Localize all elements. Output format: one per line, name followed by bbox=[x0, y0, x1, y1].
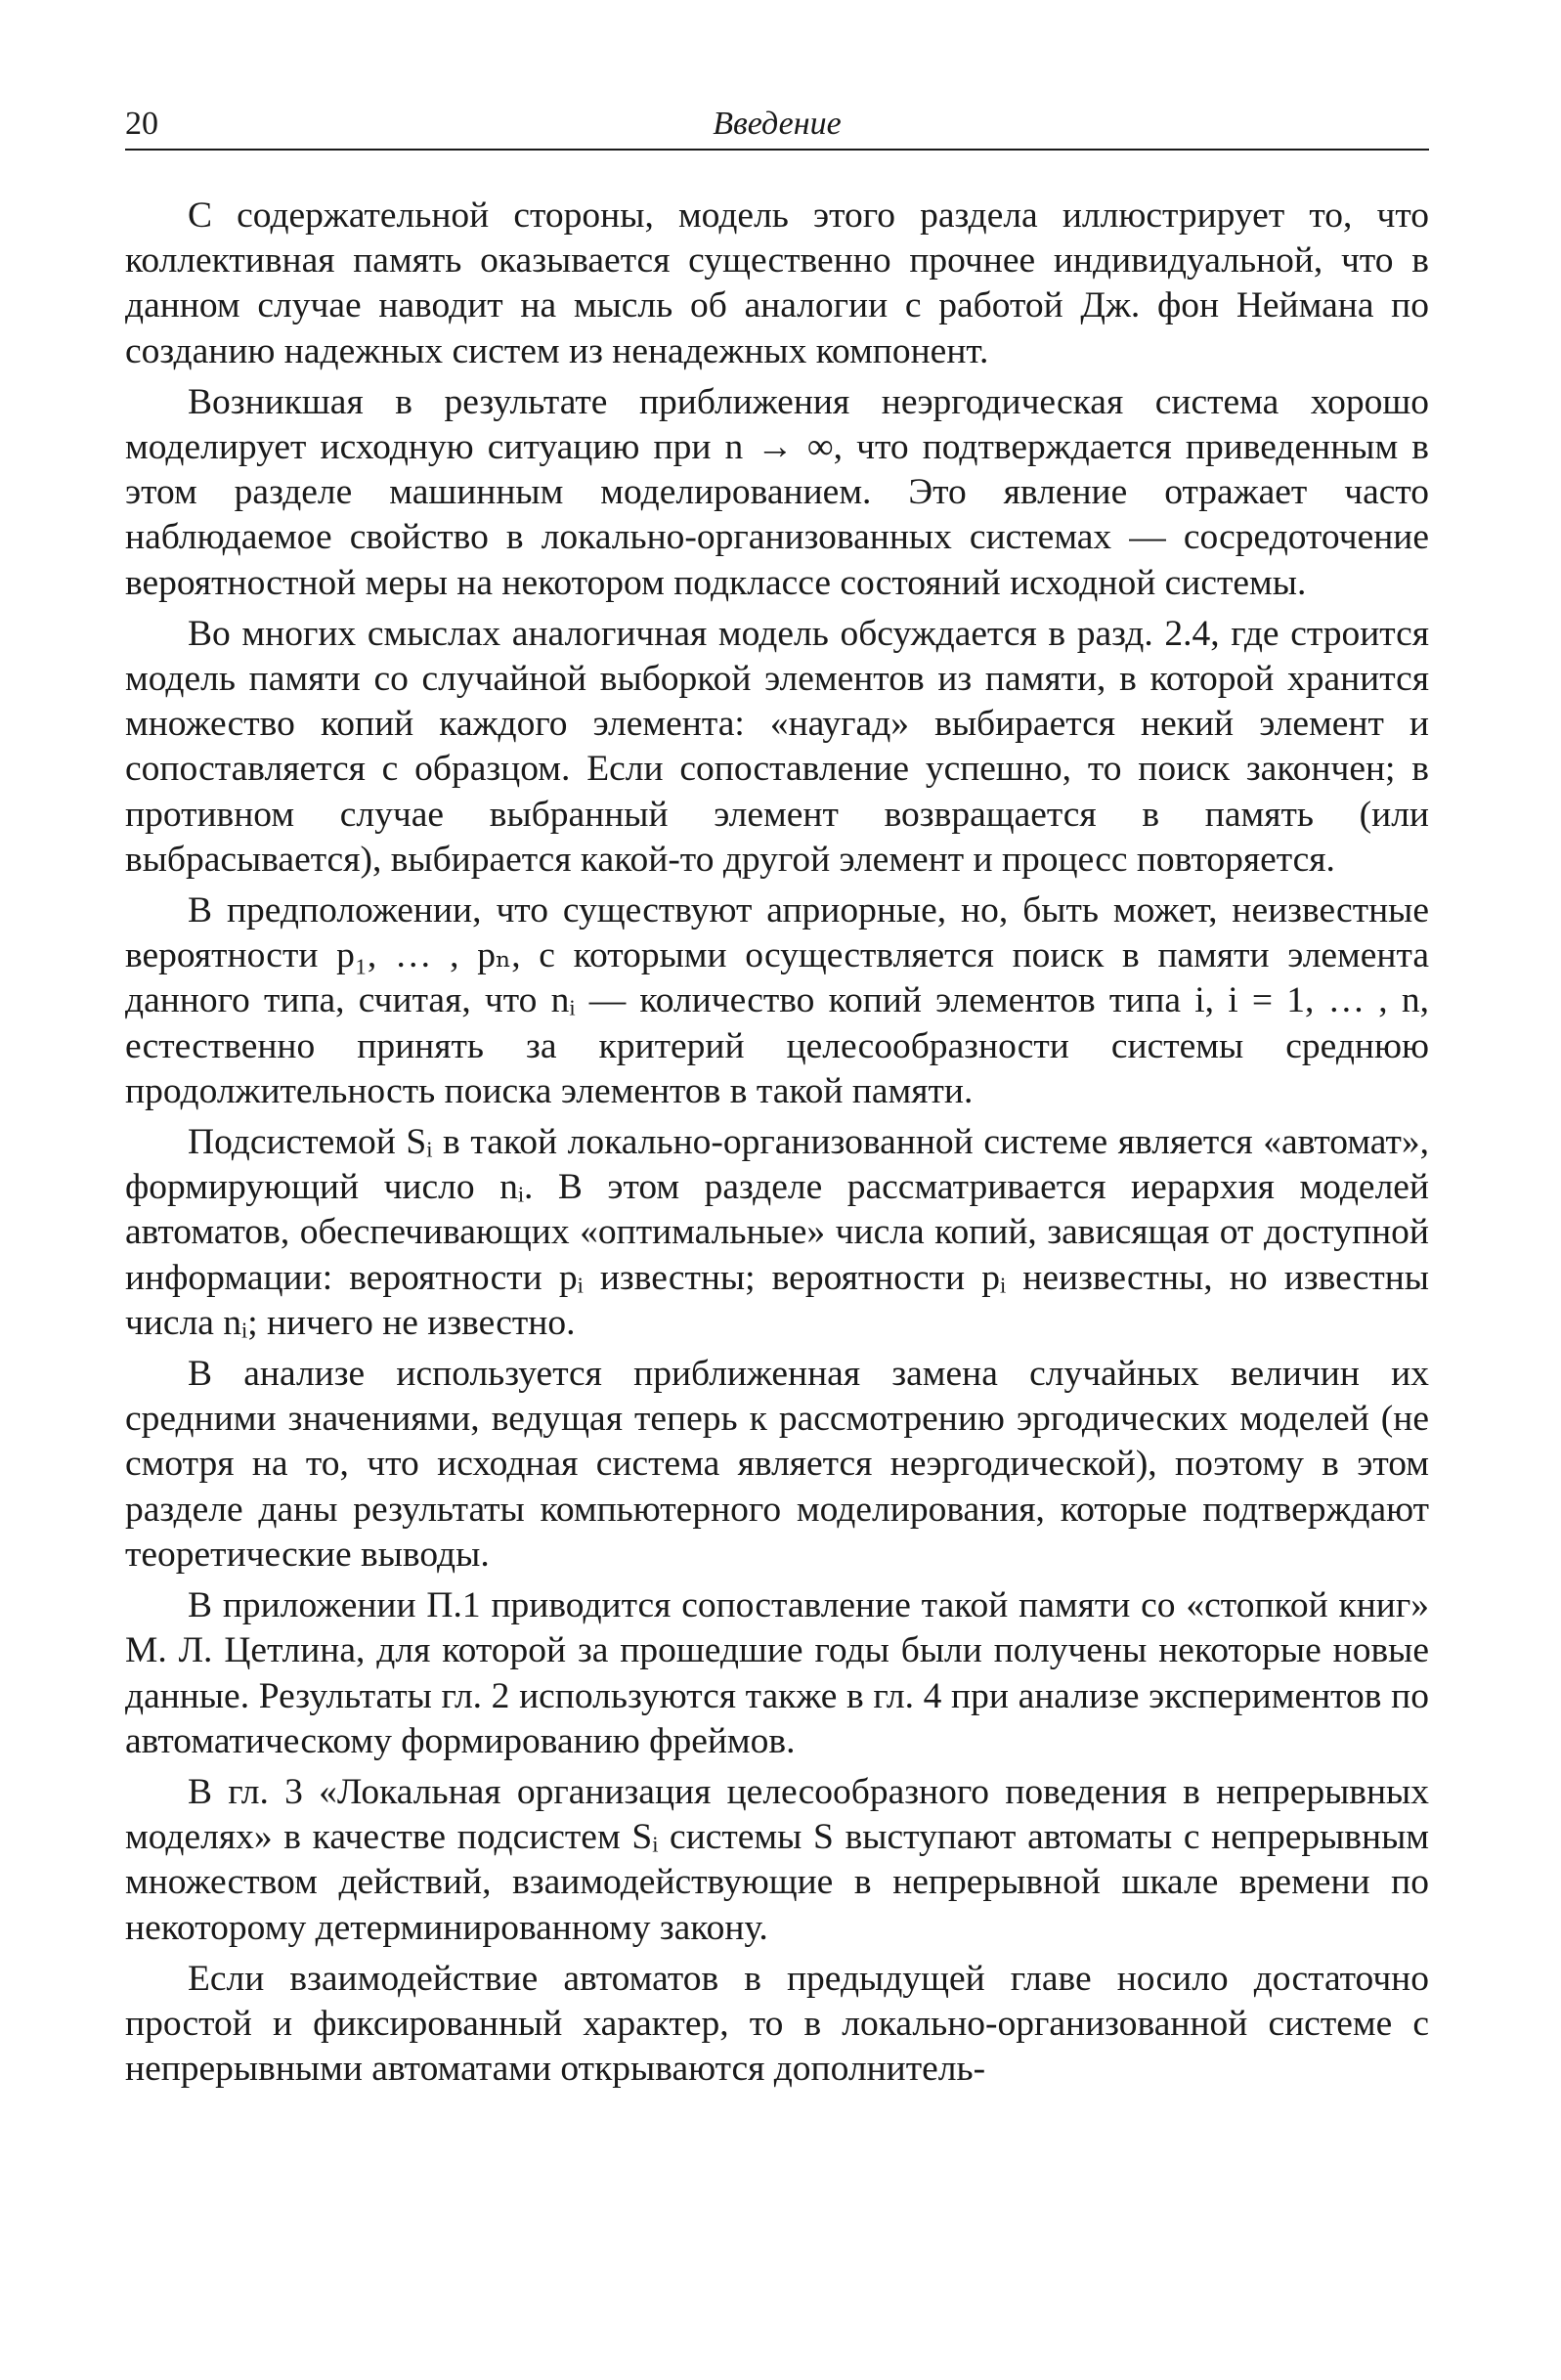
running-head bbox=[125, 98, 1429, 151]
running-title: Введение bbox=[713, 106, 842, 142]
paragraph: В приложении П.1 приводится сопоставление такой памяти со «стопкой книг» М. Л. Цетлина, для которой за прошедшие годы были получены некоторые новые данные. Результаты гл. 2 используются также в гл. 4 при анализе экспериментов по автоматическому формированию фреймов. bbox=[125, 1585, 1429, 1761]
paragraph: Во многих смыслах аналогичная модель обсуждается в разд. 2.4, где строится модель памяти со случайной выборкой элементов из памяти, в которой хранится множество копий каждого элемента: «наугад» выбирается некий элемент и сопоставляется с образцом. Если сопоставление успешно, то поиск закончен; в противном случае выбранный элемент возвращается в память (или выбрасывается), выбирается какой-то другой элемент и процесс повторяется. bbox=[125, 613, 1429, 880]
book-page bbox=[125, 98, 1429, 2092]
paragraph: Если взаимодействие автоматов в предыдущей главе носило достаточно простой и фиксированный характер, то в локально-организованной системе с непрерывными автоматами открываются дополнитель- bbox=[125, 1958, 1429, 2090]
paragraph: Подсистемой Sᵢ в такой локально-организованной системе является «автомат», формирующий число nᵢ. В этом разделе рассматривается иерархия моделей автоматов, обеспечивающих «оптимальные» числа копий, зависящая от доступной информации: вероятности pᵢ известны; вероятности pᵢ неизвестны, но известны числа nᵢ; ничего не известно. bbox=[125, 1122, 1429, 1343]
paragraph: Возникшая в результате приближения неэргодическая система хорошо моделирует исходную ситуацию при n → ∞, что подтверждается приведенным в этом разделе машинным моделированием. Это явление отражает часто наблюдаемое свойство в локально-организованных системах — сосредоточение вероятностной меры на некотором подклассе состояний исходной системы. bbox=[125, 381, 1429, 603]
body-text bbox=[125, 194, 1429, 2092]
page-number: 20 bbox=[125, 106, 158, 142]
paragraph: В гл. 3 «Локальная организация целесообразного поведения в непрерывных моделях» в качестве подсистем Sᵢ системы S выступают автоматы с непрерывным множеством действий, взаимодействующие в непрерывной шкале времени по некоторому детерминированному закону. bbox=[125, 1771, 1429, 1948]
paragraph: В анализе используется приближенная замена случайных величин их средними значениями, ведущая теперь к рассмотрению эргодических моделей (не смотря на то, что исходная система является неэргодической), поэтому в этом разделе даны результаты компьютерного моделирования, которые подтверждают теоретические выводы. bbox=[125, 1354, 1429, 1575]
paragraph: С содержательной стороны, модель этого раздела иллюстрирует то, что коллективная память оказывается существенно прочнее индивидуальной, что в данном случае наводит на мысль об аналогии с работой Дж. фон Неймана по созданию надежных систем из ненадежных компонент. bbox=[125, 195, 1429, 371]
paragraph: В предположении, что существуют априорные, но, быть может, неизвестные вероятности p₁, … , pₙ, с которыми осуществляется поиск в памяти элемента данного типа, считая, что nᵢ — количество копий элементов типа i, i = 1, … , n, естественно принять за критерий целесообразности системы среднюю продолжительность поиска элементов в такой памяти. bbox=[125, 890, 1429, 1111]
